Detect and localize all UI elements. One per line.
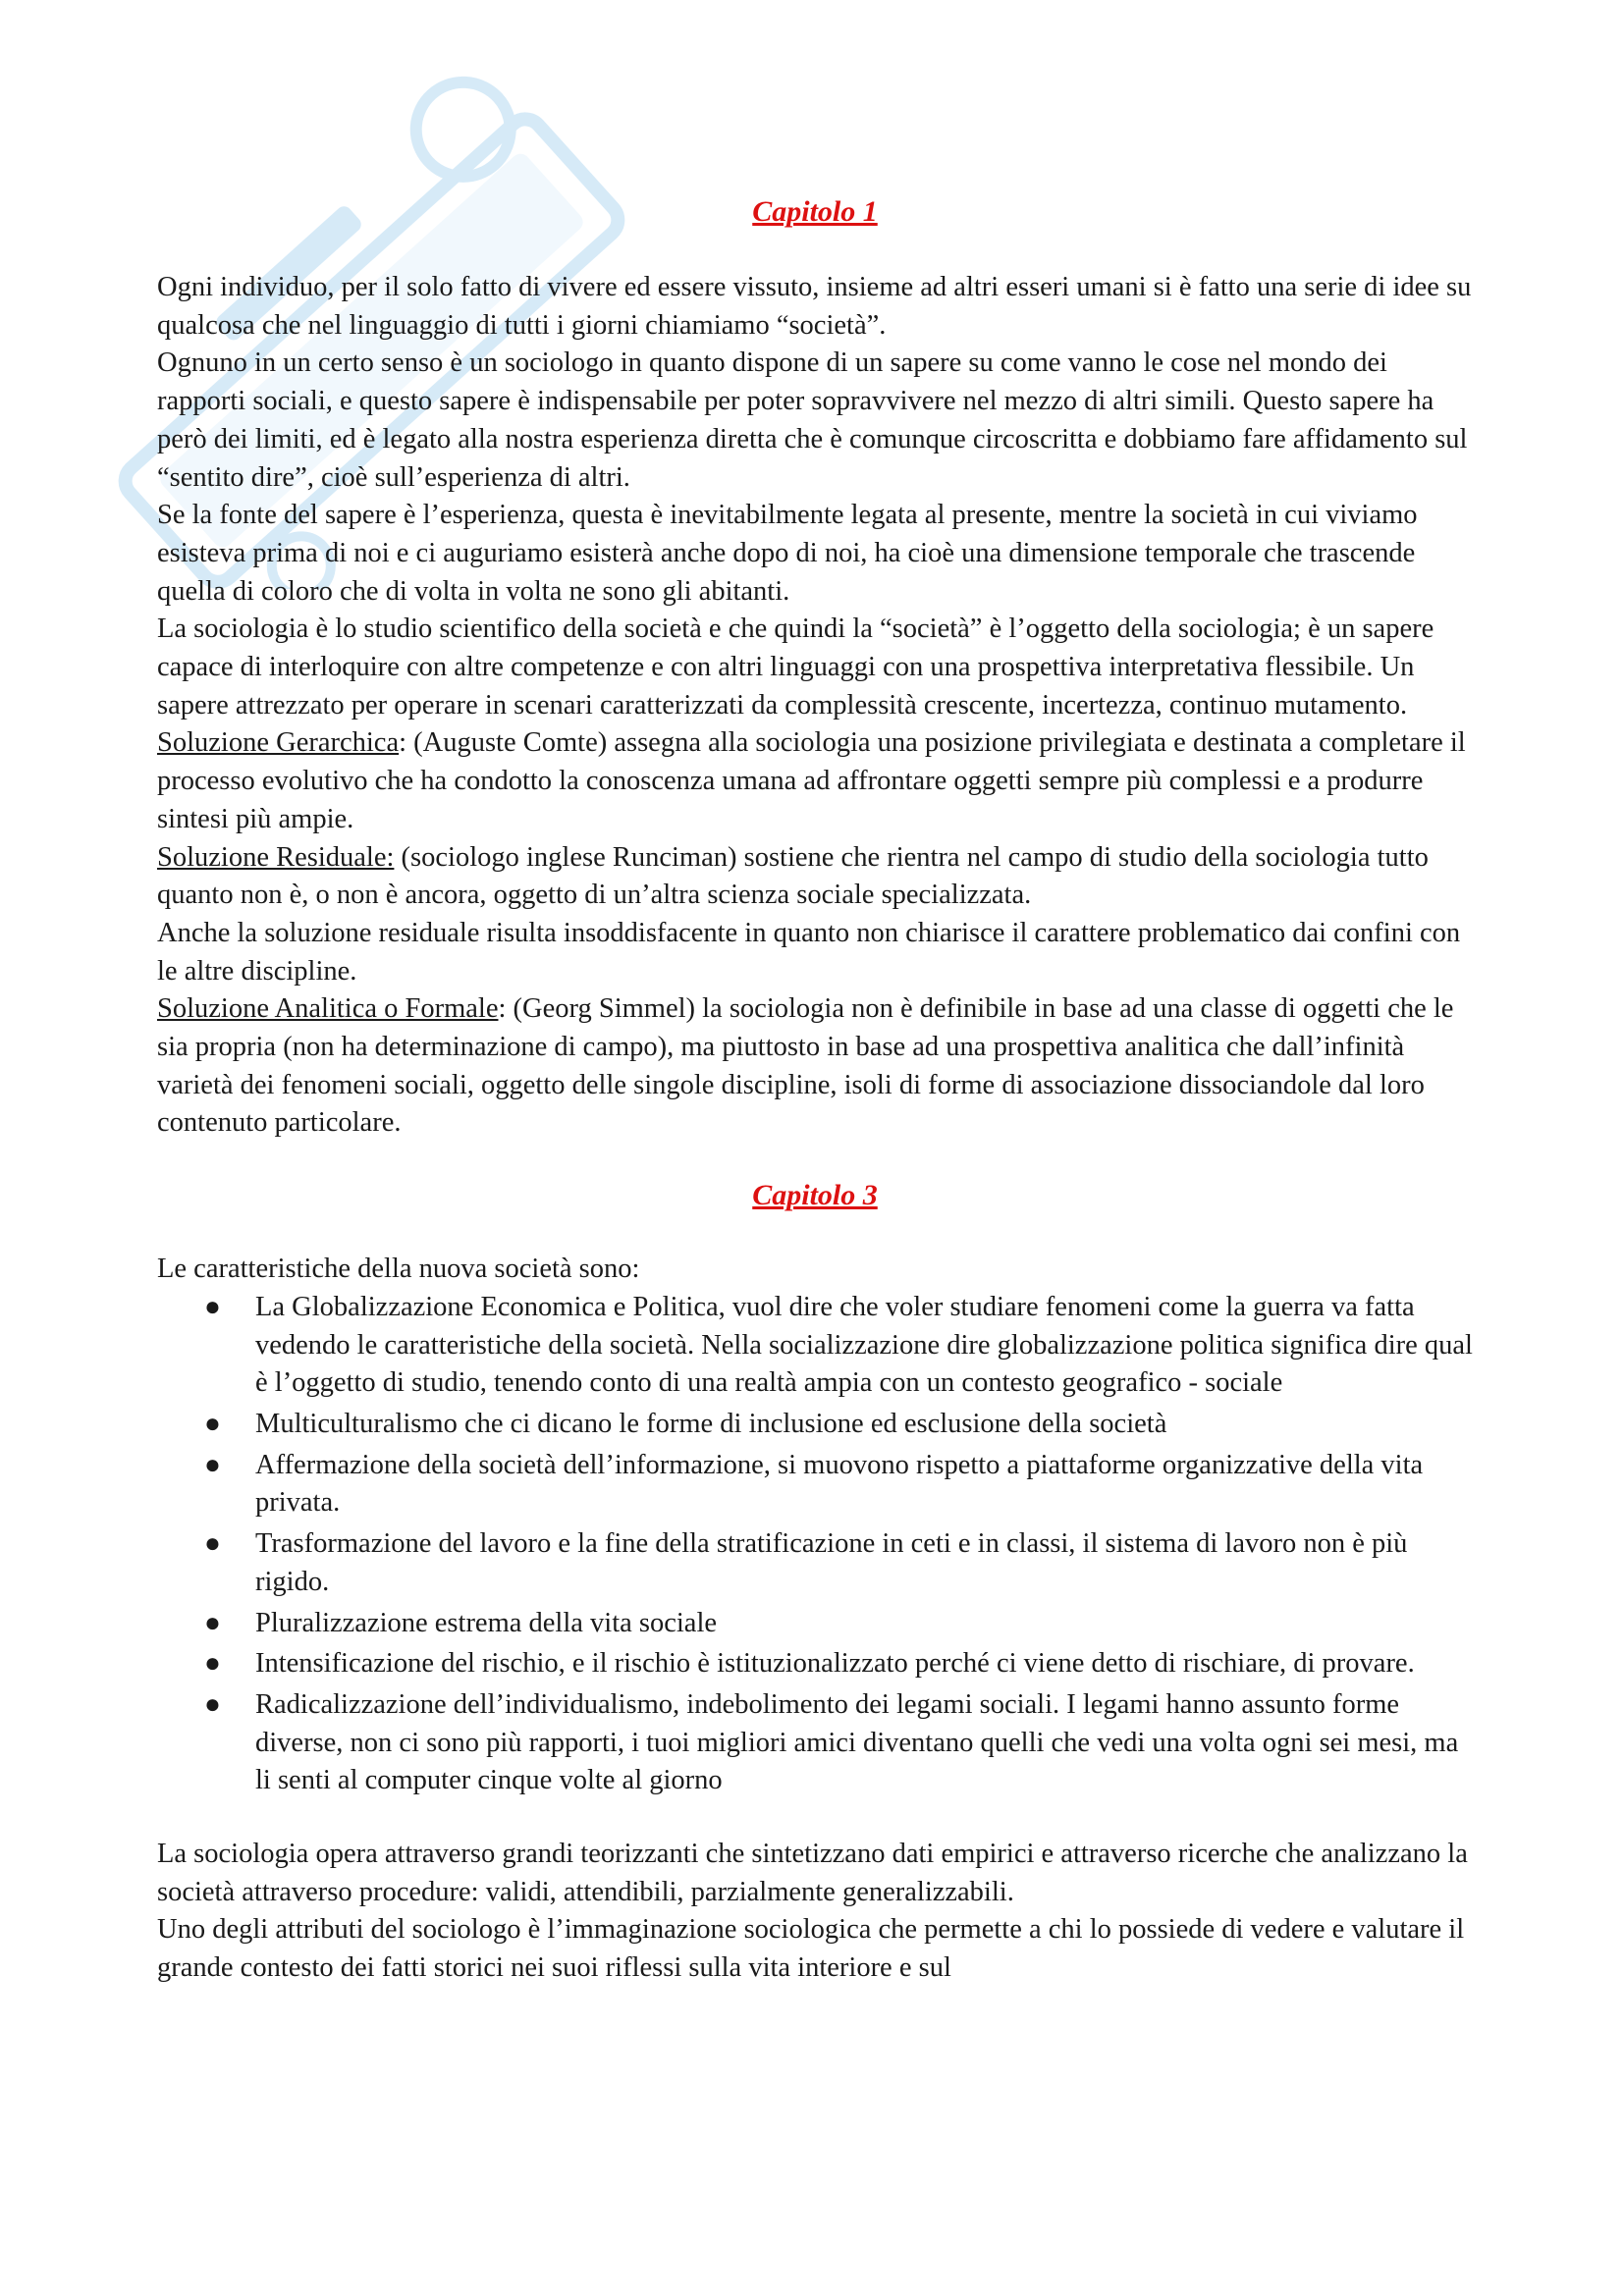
list-item: [204, 1605, 1473, 1643]
paragraph: La sociologia è lo studio scientifico della società e che quindi la “società” è l’oggetto della sociologia; è un sapere capace di interloquire con altre competenze e con altri linguaggi con una prospettiva interpretativa flessibile. Un sapere attrezzato per operare in scenari caratterizzati da complessità crescente, incertezza, continuo mutamento.: [157, 614, 1434, 721]
paragraph: Uno degli attributi del sociologo è l’immaginazione sociologica che permette a chi lo possiede di vedere e valutare il grande contesto dei fatti storici nei suoi riflessi sulla vita interiore e sul: [157, 1914, 1465, 1984]
list-item-text: Radicalizzazione dell’individualismo, indebolimento dei legami sociali. I legami hanno assunto forme diverse, non ci sono più rapporti, i tuoi migliori amici diventano quelli che vedi una volta ogni sei mesi, ma li senti al computer cinque volte al giorno: [255, 1688, 1459, 1796]
solution-analitica: [157, 990, 1473, 1143]
list-item-text: Multiculturalismo che ci dicano le forme di inclusione ed esclusione della società: [255, 1408, 1167, 1439]
list-item: [204, 1289, 1473, 1403]
solution-residuale: [157, 839, 1473, 915]
bullet-icon: ●: [204, 1449, 221, 1480]
paragraph: Ogni individuo, per il solo fatto di vivere ed essere vissuto, insieme ad altri esseri umani si è fatto una serie di idee su qualcosa che nel linguaggio di tutti i giorni chiamiamo “società”.: [157, 272, 1472, 341]
solution-term: Soluzione Analitica o Formale: [157, 993, 499, 1025]
chapter3-title: Capitolo 3: [752, 1179, 878, 1212]
chapter3-intro: Le caratteristiche della nuova società sono:: [157, 1254, 640, 1285]
bullet-icon: ●: [204, 1648, 221, 1680]
bullet-icon: ●: [204, 1607, 221, 1638]
solution-text: (sociologo inglese Runciman) sostiene che rientra nel campo di studio della sociologia tutto quanto non è, o non è ancora, oggetto di un’altra scienza sociale specializzata.: [157, 841, 1429, 911]
document-page: [157, 187, 1473, 1988]
list-item: [204, 1686, 1473, 1800]
list-item-text: Intensificazione del rischio, e il rischio è istituzionalizzato perché ci viene detto di rischiare, di provare.: [255, 1648, 1415, 1680]
list-item: [204, 1525, 1473, 1601]
list-item-text: La Globalizzazione Economica e Politica, vuol dire che voler studiare fenomeni come la guerra va fatta vedendo le caratteristiche della società. Nella socializzazione dire globalizzazione politica significa dire qual è l’oggetto di studio, tenendo conto di una realtà ampia con un contesto geografico - sociale: [255, 1291, 1473, 1399]
list-item-text: Affermazione della società dell’informazione, si muovono rispetto a piattaforme organizzative della vita privata.: [255, 1449, 1424, 1519]
paragraph: Ognuno in un certo senso è un sociologo in quanto dispone di un sapere su come vanno le cose nel mondo dei rapporti sociali, e questo sapere è indispensabile per poter sopravvivere nel mezzo di altri simili. Questo sapere ha però dei limiti, ed è legato alla nostra esperienza diretta che è comunque circoscritta e dobbiamo fare affidamento sul “sentito dire”, cioè sull’esperienza di altri.: [157, 347, 1468, 493]
list-item: [204, 1645, 1473, 1683]
list-item: [204, 1447, 1473, 1522]
chapter1-title: Capitolo 1: [752, 195, 878, 228]
solution-term: Soluzione Gerarchica: [157, 727, 400, 759]
solution-text: : (Auguste Comte) assegna alla sociologia una posizione privilegiata e destinata a completare il processo evolutivo che ha condotto la conoscenza umana ad affrontare oggetti sempre più complessi e a produrre sintesi più ampie.: [157, 727, 1466, 834]
list-item: [204, 1406, 1473, 1444]
list-item-text: Trasformazione del lavoro e la fine della stratificazione in ceti e in classi, il sistema di lavoro non è più rigido.: [255, 1528, 1408, 1597]
characteristics-list: [157, 1289, 1473, 1800]
bullet-icon: ●: [204, 1408, 221, 1439]
solution-term: Soluzione Residuale:: [157, 841, 395, 873]
residual-note: Anche la soluzione residuale risulta insoddisfacente in quanto non chiarisce il carattere problematico dai confini con le altre discipline.: [157, 917, 1461, 987]
paragraph: Se la fonte del sapere è l’esperienza, questa è inevitabilmente legata al presente, mentre la società in cui viviamo esisteva prima di noi e ci auguriamo esisterà anche dopo di noi, ha cioè una dimensione temporale che trascende quella di coloro che di volta in volta ne sono gli abitanti.: [157, 500, 1418, 607]
paragraph: La sociologia opera attraverso grandi teorizzanti che sintetizzano dati empirici e attraverso ricerche che analizzano la società attraverso procedure: validi, attendibili, parzialmente generalizzabili.: [157, 1839, 1468, 1907]
solution-gerarchica: [157, 724, 1473, 838]
bullet-icon: ●: [204, 1528, 221, 1560]
bullet-icon: ●: [204, 1688, 221, 1720]
list-item-text: Pluralizzazione estrema della vita sociale: [255, 1607, 718, 1638]
bullet-icon: ●: [204, 1291, 221, 1322]
solution-text: : (Georg Simmel) la sociologia non è definibile in base ad una classe di oggetti che le sia propria (non ha determinazione di campo), ma piuttosto in base ad una prospettiva analitica che dall’infinità varietà dei fenomeni sociali, oggetto delle singole discipline, isoli di forme di associazione dissociandole dal loro contenuto particolare.: [157, 993, 1454, 1139]
